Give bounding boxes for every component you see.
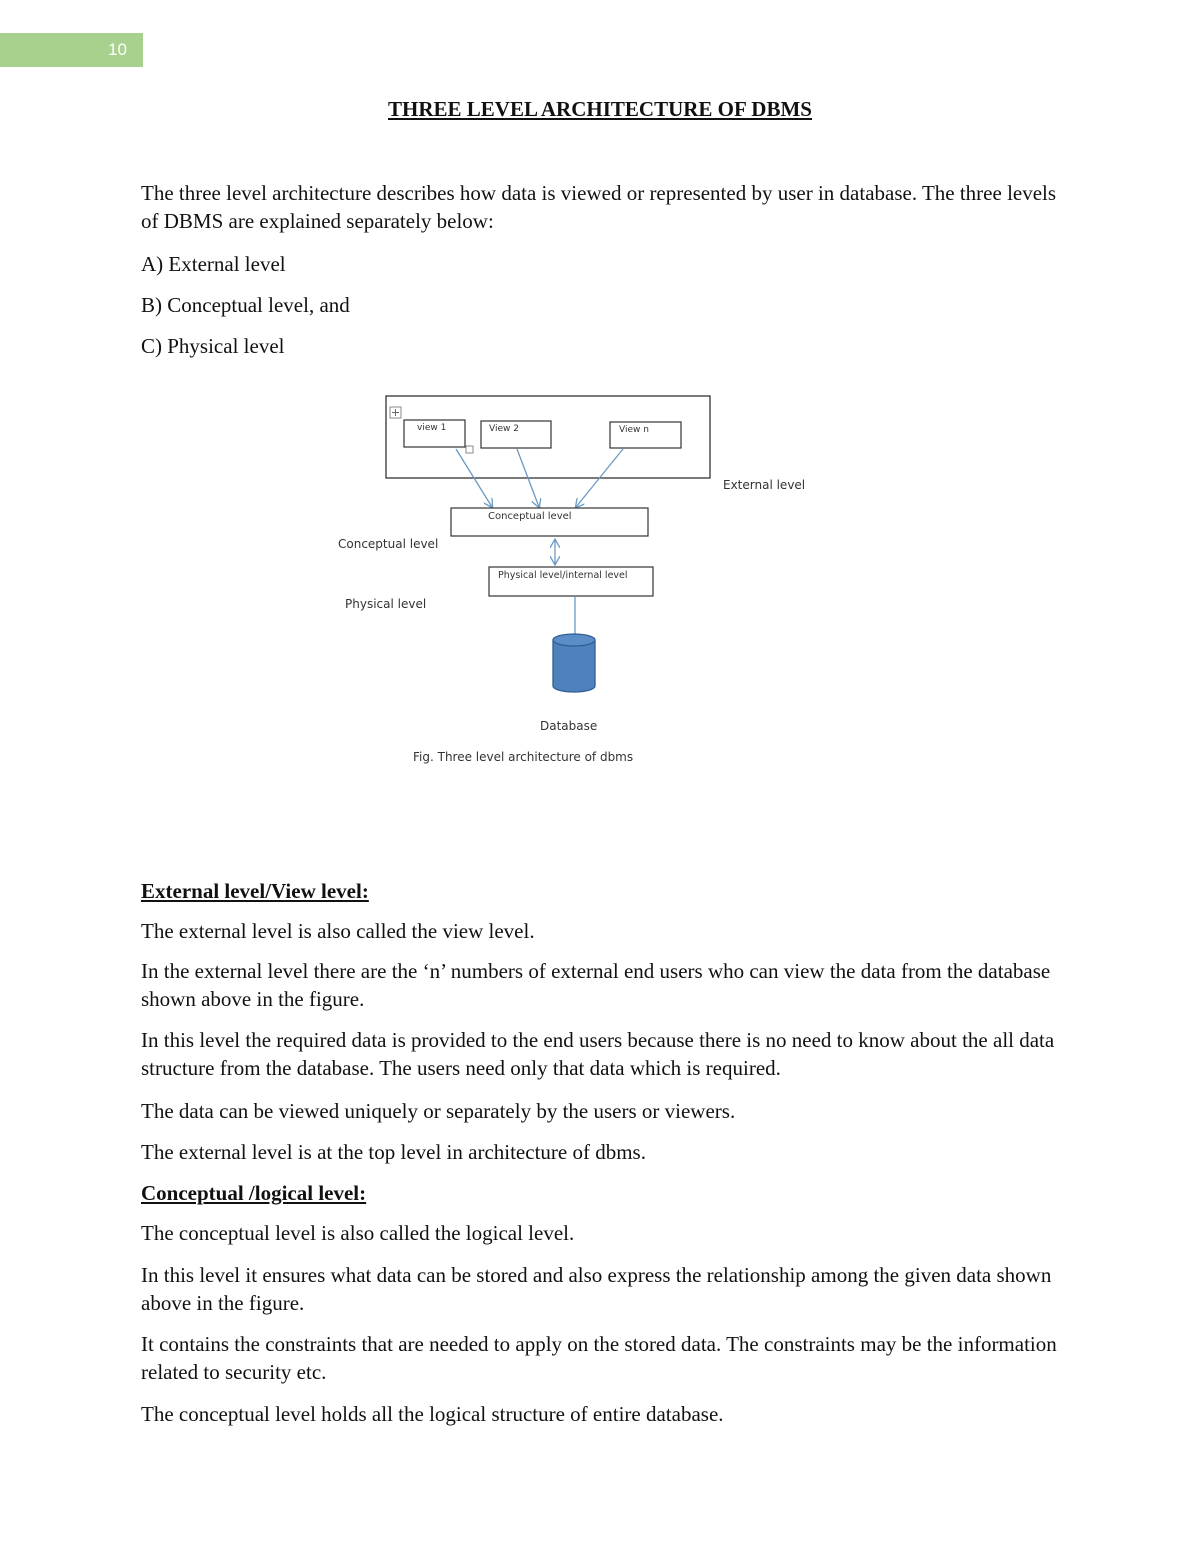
conceptual-level-label: Conceptual level: [338, 537, 439, 551]
external-paragraph: The data can be viewed uniquely or separately by the users or viewers.: [141, 1099, 736, 1123]
view-1-label: view 1: [417, 423, 447, 433]
conceptual-paragraph: In this level it ensures what data can be stored and also express the relationship among the given data shown above in the figure.: [141, 1263, 1052, 1315]
figure-caption: Fig. Three level architecture of dbms: [413, 750, 634, 764]
resize-handle-icon: [466, 446, 473, 453]
external-level-label: External level: [723, 478, 806, 492]
external-paragraph: In this level the required data is provided to the end users because there is no need to know about the all data structure from the database. The users need only that data which is required.: [141, 1028, 1055, 1080]
level-item-conceptual: B) Conceptual level, and: [141, 293, 350, 317]
view-n-label: View n: [619, 425, 649, 435]
conceptual-section-heading: Conceptual /logical level:: [141, 1181, 367, 1205]
page-number-badge: 10: [0, 33, 143, 67]
level-item-external: A) External level: [141, 252, 286, 276]
external-paragraph: The external level is also called the view level.: [141, 919, 535, 943]
database-cylinder-icon: [553, 634, 595, 692]
external-paragraph: In the external level there are the ‘n’ numbers of external end users who can view the data from the database shown above in the figure.: [141, 959, 1051, 1011]
conceptual-paragraph: It contains the constraints that are needed to apply on the stored data. The constraints may be the information related to security etc.: [141, 1332, 1057, 1384]
move-anchor-icon: [390, 407, 401, 418]
view-2-label: View 2: [489, 424, 519, 434]
intro-paragraph: The three level architecture describes how data is viewed or represented by user in database. The three levels of DBMS are explained separately below:: [141, 181, 1057, 233]
database-label: Database: [540, 719, 598, 733]
conceptual-box-label: Conceptual level: [488, 511, 572, 522]
physical-box-label: Physical level/internal level: [498, 570, 628, 581]
level-item-physical: C) Physical level: [141, 334, 285, 358]
physical-level-label: Physical level: [345, 597, 427, 611]
page-title: THREE LEVEL ARCHITECTURE OF DBMS: [388, 97, 812, 121]
three-level-architecture-diagram: [320, 380, 840, 780]
external-section-heading: External level/View level:: [141, 879, 369, 903]
external-paragraph: The external level is at the top level in architecture of dbms.: [141, 1140, 646, 1164]
conceptual-paragraph: The conceptual level holds all the logical structure of entire database.: [141, 1402, 724, 1426]
conceptual-paragraph: The conceptual level is also called the logical level.: [141, 1221, 575, 1245]
